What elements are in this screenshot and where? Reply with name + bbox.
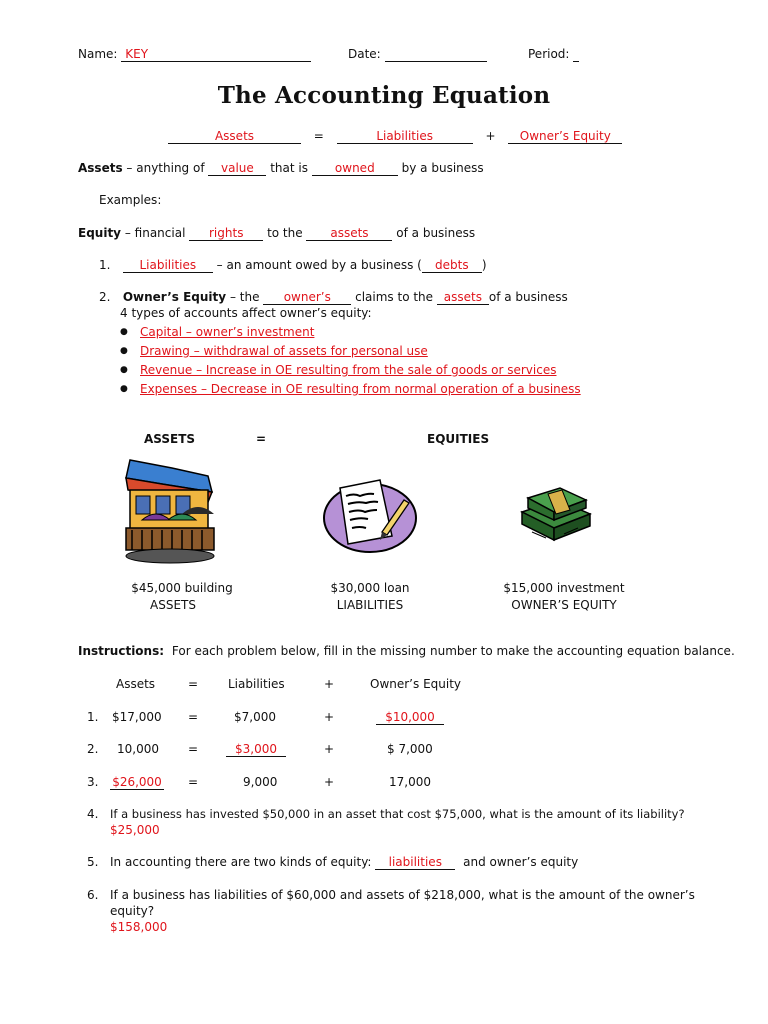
question-6-answer: $158,000	[110, 920, 168, 934]
instructions-label: Instructions:	[78, 644, 165, 658]
row-2-equity: $ 7,000	[387, 742, 433, 756]
col-header-owners-equity: Owner’s Equity	[370, 677, 462, 691]
col-header-plus: +	[324, 677, 335, 691]
question-5-text-before: In accounting there are two kinds of equity:	[110, 855, 372, 869]
visual-item-liabilities	[300, 580, 440, 614]
question-5-text-after: and owner’s equity	[463, 855, 579, 869]
row-3-equals: =	[188, 775, 199, 789]
building-icon	[122, 458, 218, 566]
row-1-equity-answer[interactable]: $10,000	[376, 711, 444, 725]
question-4-number: 4.	[87, 807, 99, 821]
assets-header: ASSETS	[144, 432, 196, 446]
row-2-number: 2.	[87, 742, 99, 756]
item-2-text-3: of a business	[488, 290, 568, 304]
name-label: Name:	[78, 47, 118, 61]
visual-label-assets: ASSETS	[150, 598, 196, 612]
visual-label-owners-equity: OWNER’S EQUITY	[511, 598, 617, 612]
assets-definition	[78, 161, 484, 176]
item-2-subline: 4 types of accounts affect owner’s equity:	[120, 306, 372, 320]
question-6-text: If a business has liabilities of $60,000 and assets of $218,000, what is the amount of the owner’s	[110, 888, 695, 902]
row-1-assets: $17,000	[112, 710, 162, 724]
equation-row	[168, 129, 622, 144]
list-item	[120, 343, 581, 362]
assets-blank-value[interactable]: value	[208, 162, 266, 176]
question-4-text: If a business has invested $50,000 in an asset that cost $75,000, what is the amount of its liability?	[110, 807, 685, 821]
equity-text-1: – financial	[124, 226, 186, 240]
row-3-liabilities: 9,000	[243, 775, 278, 789]
name-field[interactable]: KEY	[121, 48, 311, 62]
row-1-number: 1.	[87, 710, 99, 724]
question-6-text-2: equity?	[110, 904, 155, 918]
date-field[interactable]	[385, 48, 487, 62]
visual-label-liabilities: LIABILITIES	[336, 598, 404, 612]
question-5-answer[interactable]: liabilities	[375, 856, 455, 870]
visual-amount-loan: $30,000 loan	[330, 581, 410, 595]
visual-amount-building: $45,000 building	[131, 581, 233, 595]
loan-document-icon	[322, 474, 418, 554]
row-3-number: 3.	[87, 775, 99, 789]
visual-equals: =	[256, 432, 267, 446]
item-1-text: – an amount owed by a business (	[216, 258, 422, 272]
assets-text-2: that is	[270, 161, 308, 175]
equity-type-revenue: Revenue – Increase in OE resulting from the sale of goods or services	[140, 363, 557, 377]
item-1-answer[interactable]: Liabilities	[123, 259, 213, 273]
page-title: The Accounting Equation	[217, 82, 551, 109]
visual-amount-investment: $15,000 investment	[503, 581, 625, 595]
item-2-number: 2.	[99, 290, 111, 304]
equation-plus: +	[485, 129, 496, 143]
item-1-number: 1.	[99, 258, 111, 272]
item-2-blank-assets[interactable]: assets	[437, 291, 489, 305]
equities-header: EQUITIES	[427, 432, 490, 446]
item-1	[99, 258, 487, 273]
equity-type-drawing: Drawing – withdrawal of assets for personal use	[140, 344, 428, 358]
period-row	[528, 47, 579, 62]
col-header-assets: Assets	[116, 677, 156, 691]
row-2-plus: +	[324, 742, 335, 756]
period-field[interactable]	[573, 48, 579, 62]
examples-label: Examples:	[99, 193, 162, 207]
assets-text-1: – anything of	[126, 161, 205, 175]
item-1-close: )	[481, 258, 487, 272]
equity-text-2: to the	[267, 226, 303, 240]
item-2	[99, 290, 568, 305]
equity-blank-rights[interactable]: rights	[189, 227, 263, 241]
equity-term: Equity	[78, 226, 122, 240]
col-header-equals: =	[188, 677, 199, 691]
row-3-equity: 17,000	[389, 775, 431, 789]
equation-owners-equity[interactable]: Owner’s Equity	[508, 130, 622, 144]
list-item	[120, 381, 581, 400]
row-3-assets-answer[interactable]: $26,000	[110, 776, 164, 790]
instructions-text: For each problem below, fill in the missing number to make the accounting equation balance.	[171, 644, 735, 658]
row-1-equals: =	[188, 710, 199, 724]
visual-item-assets	[112, 580, 252, 614]
equation-assets[interactable]: Assets	[168, 130, 301, 144]
item-2-text-2: claims to the	[355, 290, 434, 304]
row-2-assets: 10,000	[117, 742, 159, 756]
equity-text-3: of a business	[396, 226, 476, 240]
question-5-row	[110, 855, 578, 870]
equity-type-expenses: Expenses – Decrease in OE resulting from normal operation of a business	[140, 382, 581, 396]
item-2-term: Owner’s Equity	[122, 290, 227, 304]
item-2-text-1: – the	[229, 290, 260, 304]
assets-term: Assets	[78, 161, 123, 175]
row-1-plus: +	[324, 710, 335, 724]
instructions	[78, 644, 735, 658]
period-label: Period:	[528, 47, 570, 61]
question-6-number: 6.	[87, 888, 99, 902]
equity-definition	[78, 226, 475, 241]
equity-types-list	[120, 324, 581, 400]
list-item	[120, 324, 581, 343]
question-4-answer: $25,000	[110, 823, 160, 837]
date-row	[348, 47, 487, 62]
col-header-liabilities: Liabilities	[228, 677, 285, 691]
equity-blank-assets[interactable]: assets	[306, 227, 392, 241]
money-stack-icon	[518, 484, 594, 550]
name-row	[78, 47, 311, 62]
equation-equals: =	[313, 129, 324, 143]
row-1-liabilities: $7,000	[234, 710, 276, 724]
equity-type-capital: Capital – owner’s investment	[140, 325, 315, 339]
item-1-answer-debts[interactable]: debts	[422, 259, 482, 273]
equation-liabilities[interactable]: Liabilities	[337, 130, 473, 144]
visual-item-equity	[494, 580, 634, 614]
row-3-plus: +	[324, 775, 335, 789]
question-5-number: 5.	[87, 855, 99, 869]
row-2-liabilities-answer[interactable]: $3,000	[226, 743, 286, 757]
row-2-equals: =	[188, 742, 199, 756]
list-item	[120, 362, 581, 381]
date-label: Date:	[348, 47, 381, 61]
assets-text-3: by a business	[401, 161, 484, 175]
title-wrap	[0, 82, 768, 109]
assets-blank-owned[interactable]: owned	[312, 162, 398, 176]
item-2-blank-owners[interactable]: owner’s	[263, 291, 351, 305]
